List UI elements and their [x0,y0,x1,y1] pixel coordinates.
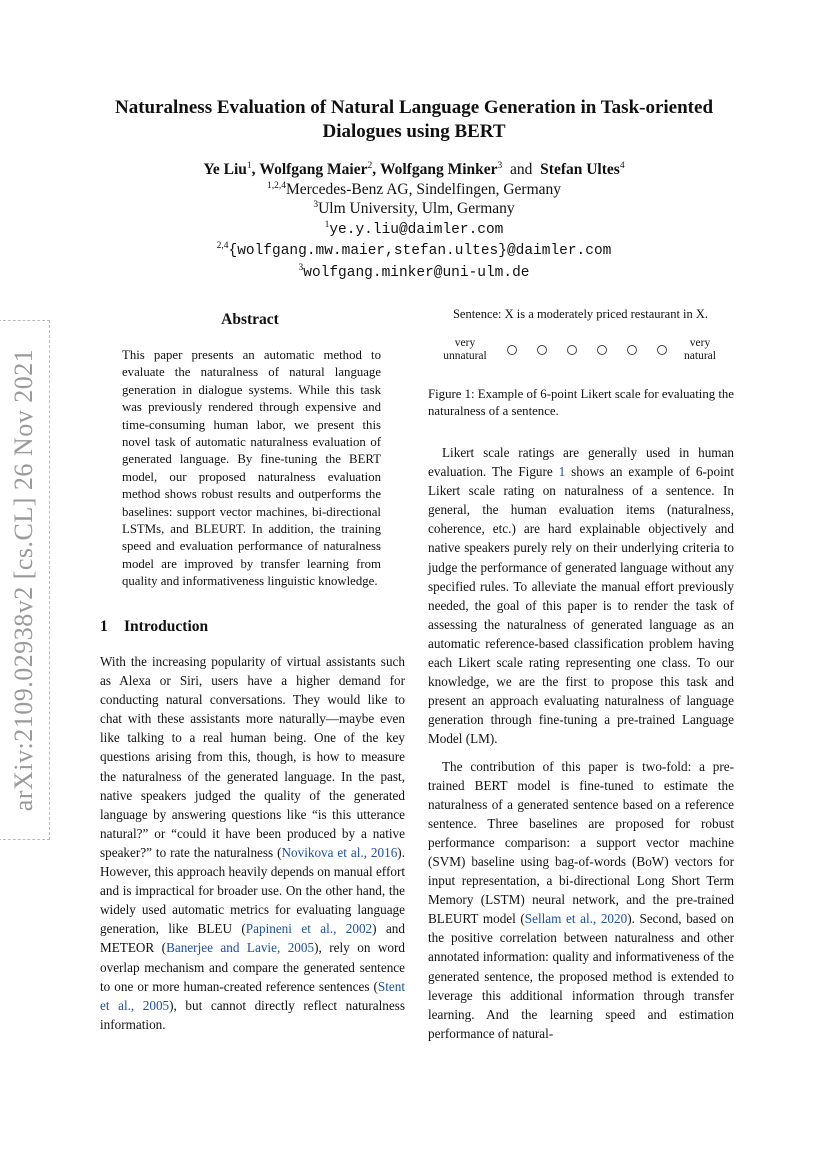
author-name: Ye Liu [203,161,247,178]
author-sup: 2 [367,160,373,171]
likert-point-4[interactable] [597,345,607,355]
affiliation-2: $^3$Ulm University, Ulm, Germany [313,200,515,218]
likert-right-label: very natural [684,337,716,362]
likert-point-6[interactable] [657,345,667,355]
author-name: Stefan Ultes [540,161,620,178]
paragraph: The contribution of this paper is two-fold: a pre-trained BERT model is fine-tuned to estimate the naturalness of a generated sentence based on a reference sentence. Three baselines are proposed for robust performance comparison: a support vector machine (SVM) baseline using bag-of-words (BoW) vectors for input representation, a bi-directional Long Short Term Memory (LSTM) neural network, and the pre-trained BLEURT model (Sellam et al., 2020). Second, based on the positive correlation between naturalness and other annotated information: quality and informativeness of the generated sentence, the proposed method is extended to leverage this additional information through transfer learning. And the learning speed and estimation performance of natural- [428,758,734,1041]
likert-left-label: very unnatural [443,337,487,362]
arxiv-stamp [0,320,50,840]
citation-link[interactable]: Papineni et al., 2002 [245,921,373,937]
citation-link[interactable]: Banerjee and Lavie, 2005 [166,940,315,956]
paper-title: Naturalness Evaluation of Natural Language Generation in Task-oriented Dialogues using BERT [114,97,714,142]
figure-caption: Figure 1: Example of 6-point Likert scale for evaluating the naturalness of a sentence. [428,387,734,418]
author-names: Ye Liu$^1$, Wolfgang Maier$^2$, Wolfgang Minker$^3$ and Stefan Ultes$^4$ [203,160,625,178]
citation-link[interactable]: Stent et al., 2005 [100,978,405,1013]
affiliation-1: $^{1,2,4}$Mercedes-Benz AG, Sindelfingen, Germany [266,180,562,198]
citation-link[interactable]: Novikova et al., 2016 [281,844,398,860]
author-sup: 3 [497,160,503,171]
right-column-text [428,443,734,1043]
abstract-text: This paper presents an automatic method to evaluate the naturalness of natural language generation in dialogue systems. While this task was previously rendered through expensive and time-consuming human labor, we present this novel task of automatic naturalness evaluation of generated language. By fine-tuning the BERT model, our proposed naturalness evaluation method shows robust results and outperforms the baselines: support vector machines, bi-directional LSTMs, and BLEURT. In addition, the training speed and evaluation performance of naturalness model are improved by transfer learning from quality and informativeness linguistic knowledge. [122,348,381,589]
likert-point-1[interactable] [507,345,517,355]
section-heading-introduction [100,618,208,636]
email-3: $^3$wolfgang.minker@uni-ulm.de [298,262,530,281]
figure-ref-link[interactable]: 1 [558,464,566,480]
likert-scale [428,336,733,370]
author-name: Wolfgang Maier [259,161,368,178]
arxiv-stamp-text: arXiv:2109.02938v2 [cs.CL] 26 Nov 2021 [9,348,38,812]
section-title: Introduction [124,618,209,635]
author-block [90,160,738,284]
author-sup: 4 [619,160,625,171]
email-2: $^{2,4}${wolfgang.mw.maier,stefan.ultes}@daimler.com [216,241,612,260]
likert-point-2[interactable] [537,345,547,355]
likert-point-3[interactable] [567,345,577,355]
paragraph: Likert scale ratings are generally used in human evaluation. The Figure 1 shows an example of 6-point Likert scale rating on naturalness of a sentence. In general, the human evaluation items (naturalness, coherence, etc.) are hard explainable objectively and native speakers purely rely on their underlying criteria to judge the performance of generated language without any specified rules. To alleviate the manual effort previously needed, the goal of this paper is to render the task of assessing the naturalness of generated language as an automatic reference-based classification problem having each Likert scale rating representing one class. To our knowledge, we are the first to propose this task and present an approach evaluating naturalness of language generation through fine-tuning a pre-trained Language Model (LM). [428,445,735,747]
section-number: 1 [100,618,108,635]
email-1: $^1$ye.y.liu@daimler.com [324,219,504,238]
abstract-heading: Abstract [221,311,279,328]
author-and: and [510,161,533,178]
author-sup: 1 [246,160,252,171]
figure-sentence: Sentence: X is a moderately priced restaurant in X. [452,307,709,321]
introduction-paragraph: With the increasing popularity of virtual assistants such as Alexa or Siri, users have a higher demand for conducting natural conversations. They would like to chat with these assistants more naturally—maybe even like talking to a real human being. One of the key questions arising from this, though, is how to measure the naturalness of the generated language. In the past, native speakers judged the quality of the generated language by answering questions like “is this utterance natural?” or “could it have been produced by a native speaker?” to rate the naturalness (Novikova et al., 2016). However, this approach heavily depends on manual effort and is impractical for broader use. On the other hand, the widely used automatic metrics for evaluating language generation, like BLEU (Papineni et al., 2002) and METEOR (Banerjee and Lavie, 2005), rely on word overlap mechanism and compare the generated sentence to one or more human-created reference sentences (Stent et al., 2005), but cannot directly reflect naturalness information. [100,654,405,1032]
likert-point-5[interactable] [627,345,637,355]
citation-link[interactable]: Sellam et al., 2020 [524,911,628,927]
author-name: Wolfgang Minker [379,161,498,178]
